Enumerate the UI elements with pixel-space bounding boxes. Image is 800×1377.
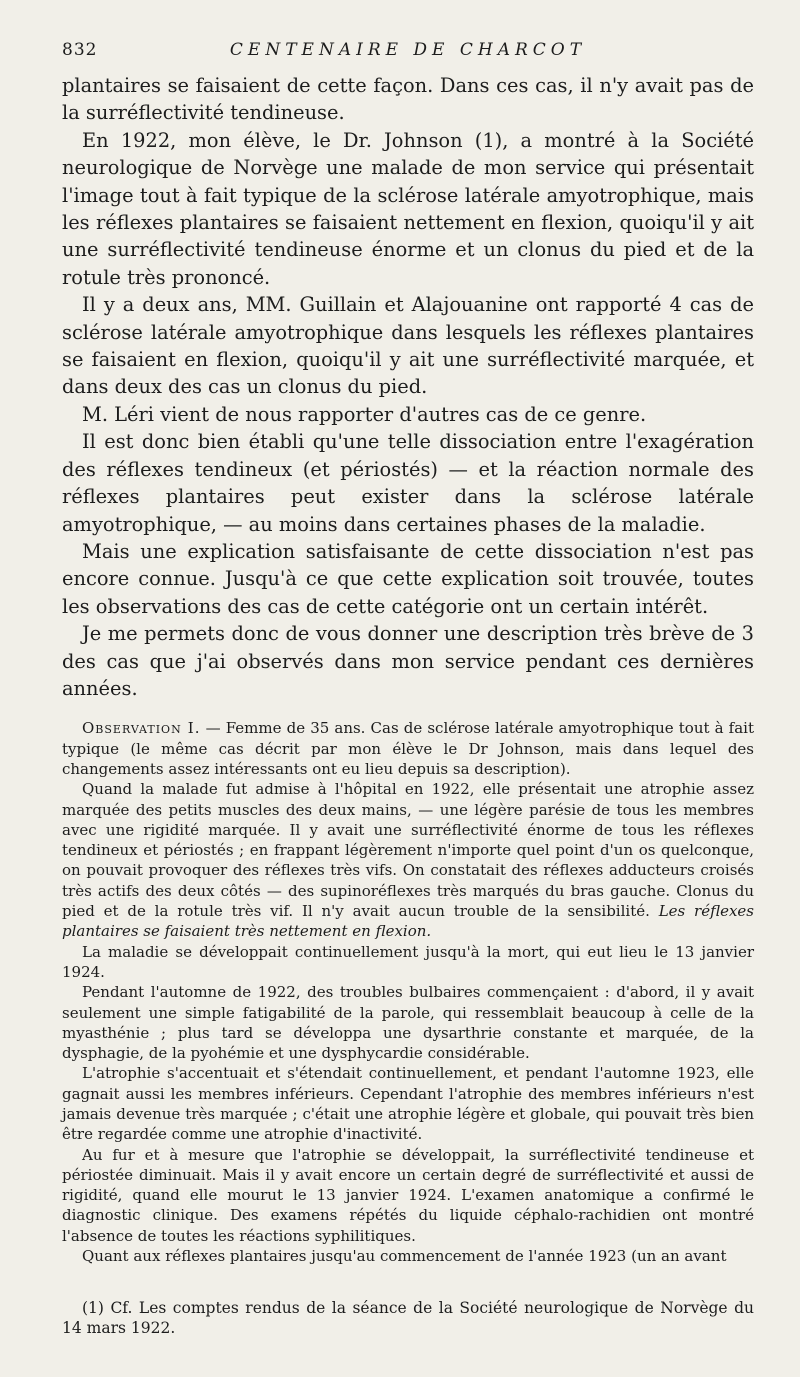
observation-label: Observation I. [82,719,201,738]
observation-paragraph: Pendant l'automne de 1922, des troubles bulbaires commençaient : d'abord, il y avait seulement une simple fatigabilité de la parole, qui ressemblait beaucoup à celle de la myasthénie ; plus tard se développa une dysarthrie constante et marquée, de la dysphagie, de la pyohémie et une dysphycardie considérable. [62,983,754,1063]
observation-emphasis: Les réflexes plantaires se faisaient très nettement en flexion. [62,902,754,941]
observation-intro [62,718,754,779]
observation-intro-text: — Femme de 35 ans. Cas de sclérose latérale amyotrophique tout à fait typique (le même cas décrit par mon élève le Dr Johnson, mais dans lequel des changements assez intéressants ont eu lieu depuis sa description). [62,719,754,778]
paragraph: Il est donc bien établi qu'une telle dissociation entre l'exagération des réflexes tendineux (et périostés) — et la réaction normale des réflexes plantaires peut exister dans la sclérose latérale amyotrophique, — au moins dans certaines phases de la maladie. [62,430,754,536]
observation-text: Quand la malade fut admise à l'hôpital en 1922, elle présentait une atrophie assez marquée des petits muscles des deux mains, — une légère parésie de tous les membres avec une rigidité marquée. Il y avait une surréflectivité énorme de tous les réflexes tendineux et périostés ; en frappant légèrement n'importe quel point d'un os quelconque, on pouvait provoquer des réflexes très vifs. On constatait des réflexes adducteurs croisés très actifs des deux côtés — des supinoréflexes très marqués du bras gauche. Clonus du pied et de la rotule très vif. Il n'y avait aucun trouble de la sensibilité. [62,780,754,921]
main-text [62,72,754,702]
paragraph: Mais une explication satisfaisante de cette dissociation n'est pas encore connue. Jusqu'à ce que cette explication soit trouvée, toutes les observations des cas de cette catégorie ont un certain intérêt. [62,539,754,618]
observation-paragraph: Au fur et à mesure que l'atrophie se développait, la surréflectivité tendineuse et périostée diminuait. Mais il y avait encore un certain degré de surréflectivité et aussi de rigidité, quand elle mourut le 13 janvier 1924. L'examen anatomique a confirmé le diagnostic clinique. Des examens répétés du liquide céphalo-rachidien ont montré l'absence de toutes les réactions syphilitiques. [62,1145,754,1245]
paragraph: plantaires se faisaient de cette façon. Dans ces cas, il n'y avait pas de la surréflectivité tendineuse. [62,74,754,125]
page-header [62,40,754,72]
observation-section [62,718,754,1266]
observation-paragraph [62,779,754,941]
observation-paragraph: La maladie se développait continuellement jusqu'à la mort, qui eut lieu le 13 janvier 1924. [62,942,754,981]
footnote-text: (1) Cf. Les comptes rendus de la séance de la Société neurologique de Norvège du 14 mars 1922. [62,1299,754,1337]
observation-paragraph: L'atrophie s'accentuait et s'étendait continuellement, et pendant l'automne 1923, elle gagnait aussi les membres inférieurs. Cependant l'atrophie des membres inférieurs n'est jamais devenue très marquée ; c'était une atrophie légère et globale, qui pouvait très bien être regardée comme une atrophie d'inactivité. [62,1064,754,1144]
observation-paragraph: Quant aux réflexes plantaires jusqu'au commencement de l'année 1923 (un an avant [82,1247,727,1266]
paragraph: En 1922, mon élève, le Dr. Johnson (1), a montré à la Société neurologique de Norvège une malade de mon service qui présentait l'image tout à fait typique de la sclérose latérale amyotrophique, mais les réflexes plantaires se faisaient nettement en flexion, quoiqu'il y ait une surréflectivité tendineuse énorme et un clonus du pied et de la rotule très prononcé. [62,128,754,289]
page-number: 832 [62,40,98,60]
running-title: CENTENAIRE DE CHARCOT [229,40,587,60]
page [62,40,754,1266]
paragraph: Je me permets donc de vous donner une description très brève de 3 des cas que j'ai observés dans mon service pendant ces dernières années. [62,622,754,700]
paragraph: M. Léri vient de nous rapporter d'autres cas de ce genre. [82,402,647,426]
footnote [62,1298,754,1338]
paragraph: Il y a deux ans, MM. Guillain et Alajouanine ont rapporté 4 cas de sclérose latérale amyotrophique dans lesquels les réflexes plantaires se faisaient en flexion, quoiqu'il y ait une surréflectivité marquée, et dans deux des cas un clonus du pied. [62,293,754,399]
